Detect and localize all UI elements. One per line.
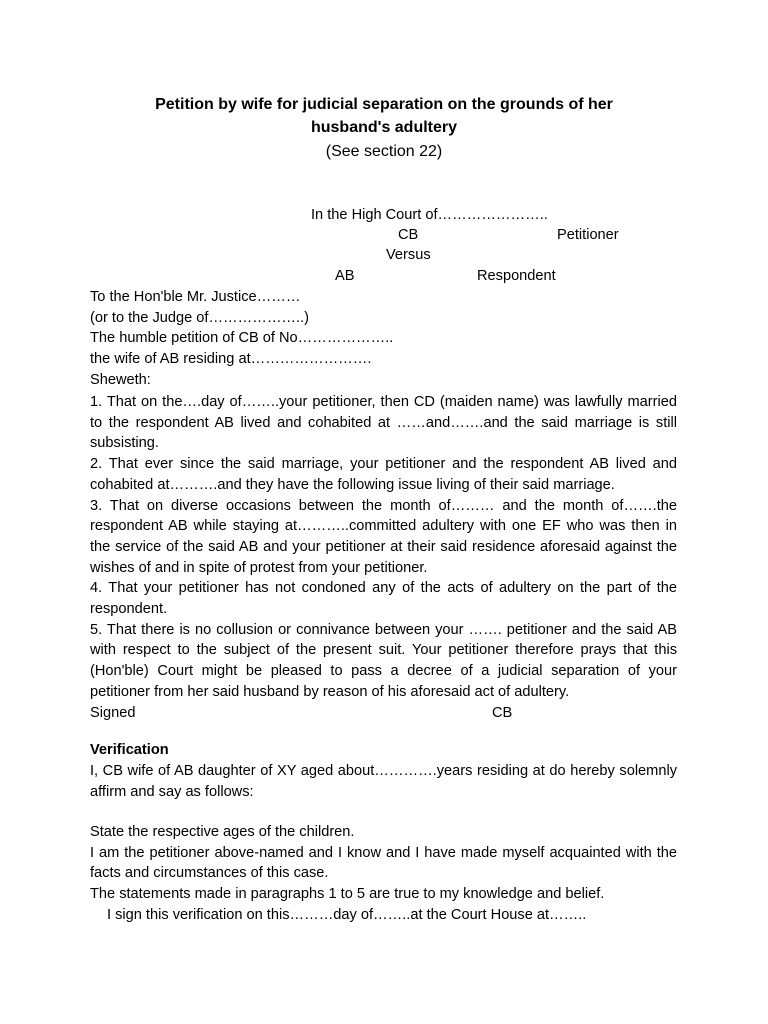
signed-label: Signed — [90, 705, 136, 721]
versus-label: Versus — [386, 247, 431, 263]
document-subtitle: (See section 22) — [325, 143, 443, 160]
paragraph-4: 4. That your petitioner has not condoned any of the acts of adultery on the part of the respondent. — [90, 580, 677, 618]
paragraph-2: 2. That ever since the said marriage, your petitioner and the respondent AB lived and cohabited at……….and they have the following issue living of their said marriage. — [90, 456, 677, 493]
address-justice-line: To the Hon'ble Mr. Justice……… — [90, 289, 301, 305]
verification-line-1: State the respective ages of the children. — [90, 824, 355, 840]
signed-name: CB — [492, 705, 513, 721]
address-judge-line: (or to the Judge of………………..) — [90, 309, 309, 326]
court-heading: In the High Court of………………….. — [311, 207, 548, 223]
verification-line-2: I am the petitioner above-named and I know and I have made myself acquainted with the facts and circumstances of this case. — [90, 844, 677, 882]
paragraph-3: 3. That on diverse occasions between the month of……… and the month of…….the respondent AB while staying at………..committed adultery with one EF who was then in the service of the said AB and your petitioner at their said residence aforesaid against the wishes of and in spite of protest from your petitioner. — [90, 497, 677, 576]
verification-line-3: The statements made in paragraphs 1 to 5 are true to my knowledge and belief. — [90, 886, 605, 903]
verification-line-4: I sign this verification on this………day of……..at the Court House at…….. — [107, 906, 587, 923]
paragraph-5: 5. That there is no collusion or connivance between your ……. petitioner and the said AB with respect to the subject of the present suit. Your petitioner therefore prays that this (Hon'ble) Court might be pleased to pass a decree of a judicial separation of your petitioner from her said husband by reason of his aforesaid act of adultery. — [90, 621, 677, 700]
petitioner-initials: CB — [398, 227, 419, 243]
respondent-initials: AB — [335, 268, 355, 284]
petition-paragraphs — [90, 392, 677, 703]
address-wife-line: the wife of AB residing at……………………. — [90, 351, 372, 368]
document-title-line-2: husband's adultery — [310, 119, 458, 136]
address-petition-line: The humble petition of CB of No……………….. — [90, 330, 394, 347]
petitioner-label: Petitioner — [557, 227, 619, 243]
petition-address — [90, 287, 677, 391]
paragraph-1: 1. That on the….day of……..your petitioner, then CD (maiden name) was lawfully married to the respondent AB lived and cohabited at ……and…….and the said marriage is still subsisting. — [90, 394, 677, 452]
sheweth-label: Sheweth: — [90, 371, 151, 388]
verification-body — [90, 822, 677, 926]
respondent-label: Respondent — [477, 268, 556, 284]
document-title-line-1: Petition by wife for judicial separation on the grounds of her — [155, 96, 613, 113]
verification-intro: I, CB wife of AB daughter of XY aged about………….years residing at do hereby solemnly affirm and say as follows: — [90, 763, 677, 800]
verification-heading: Verification — [90, 742, 169, 758]
